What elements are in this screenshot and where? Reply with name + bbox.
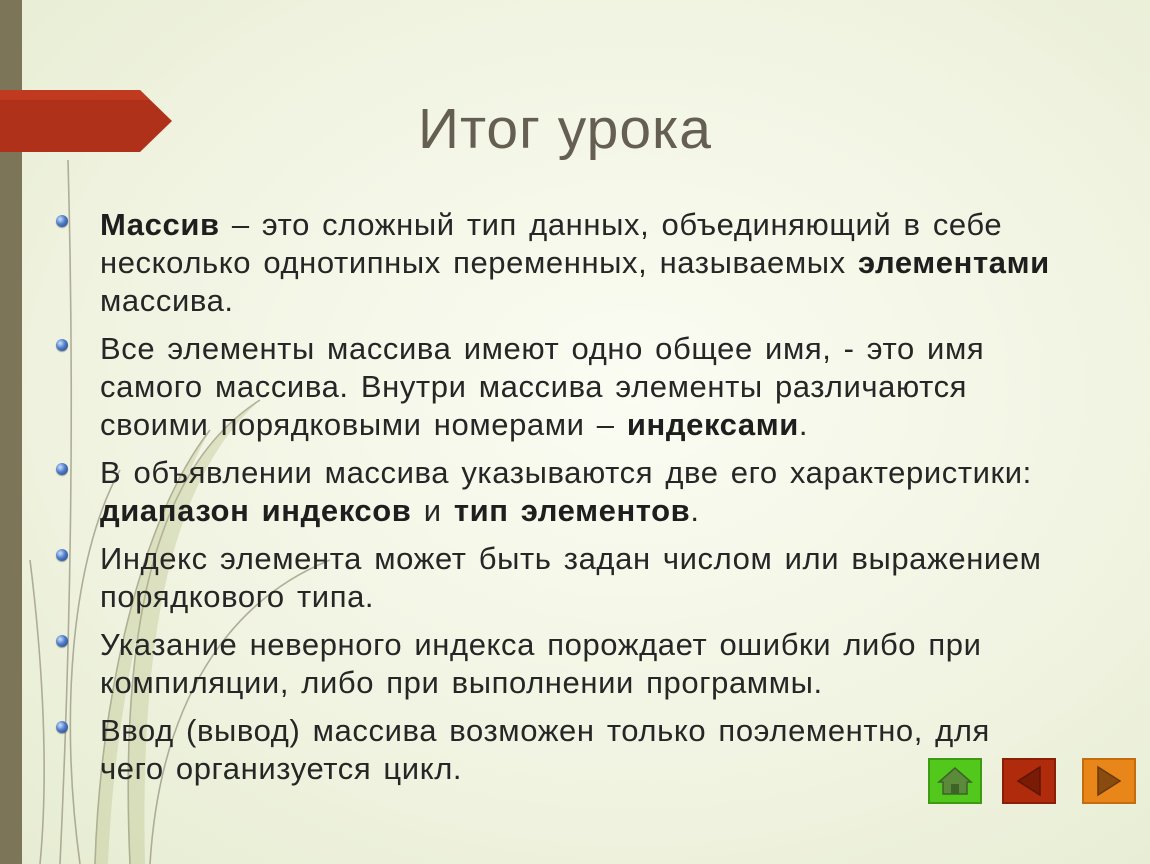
bullet-text: В объявлении массива указываются две его характеристики: — [100, 455, 1032, 490]
bullet-item — [56, 206, 1056, 320]
bullet-text: . — [690, 493, 700, 528]
bullet-emphasis: тип элементов — [453, 493, 691, 528]
bullet-text: массива. — [100, 283, 234, 318]
bullet-emphasis: элементами — [858, 245, 1050, 280]
bullet-list — [56, 206, 1056, 798]
bullet-text: – это сложный тип данных, объединяющий в себе несколько однотипных переменных, называемых — [100, 207, 1003, 280]
bullet-item — [56, 330, 1056, 444]
triangle-right-icon — [1084, 760, 1134, 802]
bullet-item — [56, 626, 1056, 702]
bullet-text: Указание неверного индекса порождает ошибки либо при компиляции, либо при выполнении программы. — [100, 627, 982, 700]
bullet-dot-icon — [56, 463, 68, 475]
bullet-dot-icon — [56, 215, 68, 227]
bullet-dot-icon — [56, 635, 68, 647]
home-button[interactable] — [928, 758, 982, 804]
previous-slide-button[interactable] — [1002, 758, 1056, 804]
bullet-item — [56, 454, 1056, 530]
bullet-item — [56, 540, 1056, 616]
bullet-text: . — [798, 407, 809, 442]
bullet-text: и — [411, 493, 454, 528]
bullet-emphasis: диапазон индексов — [100, 493, 412, 528]
triangle-left-icon — [1004, 760, 1054, 802]
bullet-dot-icon — [56, 339, 68, 351]
bullet-dot-icon — [56, 721, 68, 733]
bullet-text: Все элементы массива имеют одно общее имя, - это имя самого массива. Внутри массива элементы различаются своими порядковыми номерами – — [100, 331, 985, 442]
bullet-emphasis: Массив — [100, 207, 220, 242]
bullet-dot-icon — [56, 549, 68, 561]
title-accent-tab — [0, 90, 172, 152]
bullet-item — [56, 712, 1056, 788]
bullet-emphasis: индексами — [626, 407, 799, 442]
home-icon — [930, 760, 980, 802]
next-slide-button[interactable] — [1082, 758, 1136, 804]
bullet-text: Ввод (вывод) массива возможен только поэлементно, для чего организуется цикл. — [100, 713, 990, 786]
bullet-text: Индекс элемента может быть задан числом или выражением порядкового типа. — [100, 541, 1042, 614]
slide-title: Итог урока — [418, 97, 712, 161]
